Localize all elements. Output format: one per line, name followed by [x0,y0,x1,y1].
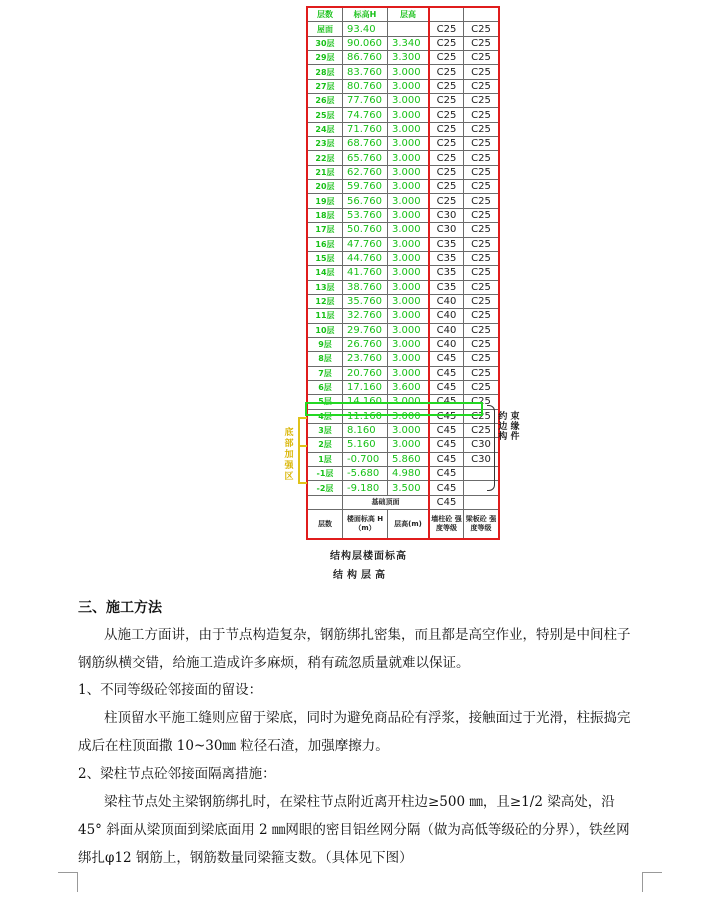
header-height: 层高 [388,7,430,22]
vertical-label-char: 底 [284,428,294,438]
cell-height: 3.000 [388,223,430,237]
cell-wall-grade: C40 [429,337,464,351]
cell-height: 3.000 [388,337,430,351]
table-row [307,251,499,265]
paragraph-isolation-measures [78,788,638,872]
table-row [307,309,499,323]
cell-height: 3.600 [388,380,430,394]
cell-wall-grade: C45 [429,481,464,495]
vertical-label-char: 加 [284,450,294,460]
cell-floor: 22层 [307,151,343,165]
table-row [307,352,499,366]
cell-wall-grade: C45 [429,467,464,481]
cell-height: 3.500 [388,481,430,495]
table-row [307,323,499,337]
table-body [307,7,499,539]
table-row [307,36,499,50]
cell-height: 3.000 [388,94,430,108]
cell-height: 3.000 [388,237,430,251]
cell-floor: 17层 [307,223,343,237]
cell-wall-grade: C25 [429,51,464,65]
cell-wall-grade: C35 [429,280,464,294]
cell-wall-grade: C35 [429,266,464,280]
cell-wall-grade: C25 [429,194,464,208]
cell-elevation: 44.760 [343,251,388,265]
subheading-2 [78,760,638,788]
cell-wall-grade: C25 [429,122,464,136]
cell-elevation: 26.760 [343,337,388,351]
table-row [307,337,499,351]
cell-elevation: 71.760 [343,122,388,136]
cell-floor: 15层 [307,251,343,265]
cell-floor: 屋面 [307,22,343,36]
cell-slab-grade: C30 [464,438,500,452]
cell-slab-grade: C25 [464,122,500,136]
table-row [307,280,499,294]
floor-elevation-table [306,6,500,540]
cell-slab-grade: C25 [464,165,500,179]
cell-height: 3.000 [388,438,430,452]
cell-elevation: -0.700 [343,452,388,466]
boundary-member-label [496,412,522,442]
paragraph-joint-setup [78,704,638,760]
cell-wall-grade: C25 [429,94,464,108]
cell-wall-grade: C45 [429,423,464,437]
cell-slab-grade: C25 [464,36,500,50]
cell-height [388,22,430,36]
subheading-text: 2、梁柱节点砼邻接面隔离措施： [78,766,276,782]
cell-slab-grade: C25 [464,423,500,437]
cell-floor: 21层 [307,165,343,179]
cell-slab-grade: C25 [464,395,500,409]
footer-elevation: 楼面标高 H（m） [343,510,388,540]
cell-wall-grade: C25 [429,22,464,36]
cell-floor: -1层 [307,467,343,481]
cell-wall-grade: C25 [429,108,464,122]
vertical-label-char: 部 [284,439,294,449]
cell-height: 3.000 [388,309,430,323]
paragraph-text: 从施工方面讲，由于节点构造复杂，钢筋绑扎密集，而且都是高空作业，特别是中间柱子钢筋纵横交错，给施工造成许多麻烦，稍有疏忽质量就难以保证。 [78,627,631,671]
cell-blank [464,495,500,509]
footer-height: 层高(m) [388,510,430,540]
cell-wall-grade: C25 [429,165,464,179]
paragraph-construction-intro [78,621,638,677]
table-base-row [307,495,499,509]
table-row [307,79,499,93]
cell-floor: 2层 [307,438,343,452]
cell-slab-grade: C25 [464,266,500,280]
cell-height: 5.860 [388,452,430,466]
cell-blank [307,495,343,509]
table-row [307,122,499,136]
cell-slab-grade: C25 [464,51,500,65]
cell-floor: 9层 [307,337,343,351]
cell-wall-grade: C25 [429,180,464,194]
paragraph-text: 梁柱节点处主梁钢筋绑扎时，在梁柱节点附近离开柱边≥500 ㎜，且≥1/2 梁高处，沿 45° 斜面从梁顶面到梁底面用 2 ㎜网眼的密目铝丝网分隔（做为高低等级砼的分界），铁丝网绑扎φ12 钢筋上，钢筋数量同梁箍支数。（具体见下图） [78,794,630,866]
cell-floor: 29层 [307,51,343,65]
table-row [307,481,499,495]
cell-wall-grade: C30 [429,208,464,222]
cell-elevation: 56.760 [343,194,388,208]
cell-wall-grade: C45 [429,352,464,366]
cell-elevation: 90.060 [343,36,388,50]
cell-height: 3.000 [388,151,430,165]
cell-height: 3.340 [388,36,430,50]
table-row [307,208,499,222]
header-floor: 层数 [307,7,343,22]
cell-elevation: 86.760 [343,51,388,65]
table-caption-line1: 结构层楼面标高 [330,551,407,562]
table-row [307,467,499,481]
vertical-label-char: 强 [284,461,294,471]
cell-wall-grade: C25 [429,79,464,93]
cell-floor: 26层 [307,94,343,108]
cell-wall-grade: C40 [429,323,464,337]
cell-elevation: 53.760 [343,208,388,222]
cell-floor: -2层 [307,481,343,495]
cell-wall-grade: C25 [429,36,464,50]
cell-floor: 8层 [307,352,343,366]
table-row [307,51,499,65]
cell-slab-grade: C25 [464,294,500,308]
reinforced-zone-tick [298,445,307,447]
cell-floor: 10层 [307,323,343,337]
cell-height: 3.000 [388,423,430,437]
cell-slab-grade: C25 [464,137,500,151]
subheading-1 [78,676,638,704]
cell-elevation: 59.760 [343,180,388,194]
cell-elevation: 41.760 [343,266,388,280]
footer-slab-grade: 梁板砼 强度等级 [464,510,500,540]
cell-base-label: 基础顶面 [343,495,430,509]
cell-wall-grade: C45 [429,452,464,466]
cell-height: 3.000 [388,180,430,194]
cell-floor: 12层 [307,294,343,308]
cell-floor: 19层 [307,194,343,208]
cell-elevation: 35.760 [343,294,388,308]
cell-wall-grade: C45 [429,366,464,380]
cell-wall-grade: C45 [429,409,464,423]
section-heading: 三、施工方法 [78,600,162,616]
table-row [307,294,499,308]
cell-floor: 1层 [307,452,343,466]
cell-height: 3.000 [388,251,430,265]
cell-slab-grade: C25 [464,409,500,423]
cell-height: 3.000 [388,137,430,151]
cell-elevation: 20.760 [343,366,388,380]
table-row [307,94,499,108]
table-row [307,137,499,151]
cell-floor: 6层 [307,380,343,394]
cell-wall-grade: C40 [429,309,464,323]
table-row [307,108,499,122]
cell-wall-grade: C35 [429,251,464,265]
page-corner-mark-right [642,872,662,892]
table-row [307,165,499,179]
table-row [307,223,499,237]
cell-wall-grade: C40 [429,294,464,308]
cell-height: 3.000 [388,366,430,380]
cell-height: 3.000 [388,280,430,294]
vertical-label-pair: 边 缘 [498,422,520,432]
cell-wall-grade: C25 [429,151,464,165]
cell-wall-grade: C45 [429,380,464,394]
vertical-label-pair: 构 件 [498,432,520,442]
cell-floor: 16层 [307,237,343,251]
cell-floor: 28层 [307,65,343,79]
table-footer-row [307,510,499,540]
footer-wall-grade: 墙柱砼 强度等级 [429,510,464,540]
table-row [307,438,499,452]
cell-elevation: 68.760 [343,137,388,151]
cell-slab-grade: C25 [464,309,500,323]
cell-floor: 23层 [307,137,343,151]
cell-floor: 24层 [307,122,343,136]
vertical-label-char: 区 [284,472,294,482]
cell-elevation: 29.760 [343,323,388,337]
cell-height: 3.000 [388,122,430,136]
cell-slab-grade: C25 [464,194,500,208]
cell-wall-grade: C45 [429,395,464,409]
cell-wall-grade: C45 [429,438,464,452]
cell-wall-grade: C25 [429,137,464,151]
table-row [307,194,499,208]
cell-elevation: 32.760 [343,309,388,323]
cell-slab-grade: C25 [464,108,500,122]
table-row [307,380,499,394]
cell-elevation: -5.680 [343,467,388,481]
cell-floor: 20层 [307,180,343,194]
cell-elevation: -9.180 [343,481,388,495]
table-row [307,180,499,194]
cell-height: 3.000 [388,294,430,308]
cell-slab-grade: C25 [464,366,500,380]
cell-wall-grade: C25 [429,65,464,79]
cell-slab-grade: C25 [464,237,500,251]
cell-floor: 13层 [307,280,343,294]
header-blank [464,7,500,22]
cell-elevation: 17.160 [343,380,388,394]
cell-slab-grade: C25 [464,180,500,194]
table-row [307,452,499,466]
cell-elevation: 62.760 [343,165,388,179]
table-row [307,151,499,165]
cell-elevation: 5.160 [343,438,388,452]
cell-floor: 5层 [307,395,343,409]
cell-height: 3.000 [388,208,430,222]
cell-slab-grade: C25 [464,352,500,366]
cell-elevation: 11.160 [343,409,388,423]
cell-elevation: 74.760 [343,108,388,122]
cell-height: 3.000 [388,65,430,79]
reinforced-zone-label [282,428,296,483]
cell-floor: 3层 [307,423,343,437]
cell-wall-grade: C35 [429,237,464,251]
table-row [307,65,499,79]
cell-floor: 14层 [307,266,343,280]
table-row [307,237,499,251]
cell-floor: 7层 [307,366,343,380]
page-corner-mark-left [58,872,78,892]
cell-height: 4.980 [388,467,430,481]
table-row [307,22,499,36]
cell-height: 3.000 [388,352,430,366]
cell-slab-grade: C25 [464,323,500,337]
boundary-member-brace [487,405,495,491]
cell-height: 3.000 [388,395,430,409]
cell-floor: 18层 [307,208,343,222]
cell-elevation: 65.760 [343,151,388,165]
cell-floor: 11层 [307,309,343,323]
cell-slab-grade: C25 [464,22,500,36]
cell-elevation: 77.760 [343,94,388,108]
paragraph-text: 柱顶留水平施工缝则应留于梁底，同时为避免商品砼有浮浆，接触面过于光滑，柱振捣完成后在柱顶面撒 10~30㎜ 粒径石渣，加强摩擦力。 [78,710,631,754]
cell-height: 3.000 [388,79,430,93]
vertical-label-pair: 约 束 [498,412,520,422]
cell-height: 3.000 [388,194,430,208]
cell-floor: 27层 [307,79,343,93]
cell-height: 3.000 [388,108,430,122]
cell-height: 3.000 [388,409,430,423]
table-caption-line2: 结构层高 [333,570,389,581]
table-row [307,423,499,437]
reinforced-zone-bracket [298,417,307,484]
cell-elevation: 14.160 [343,395,388,409]
cell-elevation: 47.760 [343,237,388,251]
header-elevation: 标高H [343,7,388,22]
cell-floor: 25层 [307,108,343,122]
table-row [307,366,499,380]
cell-height: 3.000 [388,323,430,337]
header-blank [429,7,464,22]
cell-slab-grade: C25 [464,280,500,294]
cell-slab-grade: C30 [464,452,500,466]
cell-elevation: 8.160 [343,423,388,437]
cell-slab-grade: C25 [464,251,500,265]
cell-floor: 4层 [307,409,343,423]
cell-floor: 30层 [307,36,343,50]
table-header-row [307,7,499,22]
cell-slab-grade: C25 [464,79,500,93]
cell-slab-grade: C25 [464,337,500,351]
table-row [307,266,499,280]
cell-slab-grade: C25 [464,151,500,165]
subheading-text: 1、不同等级砼邻接面的留设： [78,682,263,698]
cell-elevation: 93.40 [343,22,388,36]
cell-height: 3.000 [388,266,430,280]
cell-slab-grade: C25 [464,380,500,394]
cell-slab-grade: C25 [464,65,500,79]
cell-elevation: 83.760 [343,65,388,79]
cell-elevation: 50.760 [343,223,388,237]
cell-height: 3.000 [388,165,430,179]
cell-base-grade: C45 [429,495,464,509]
cell-elevation: 80.760 [343,79,388,93]
cell-elevation: 23.760 [343,352,388,366]
cell-slab-grade: C25 [464,223,500,237]
cell-slab-grade: C25 [464,94,500,108]
footer-floor: 层数 [307,510,343,540]
cell-slab-grade: C25 [464,208,500,222]
highlight-band-4th-floor [305,402,483,416]
cell-wall-grade: C30 [429,223,464,237]
cell-height: 3.300 [388,51,430,65]
cell-elevation: 38.760 [343,280,388,294]
